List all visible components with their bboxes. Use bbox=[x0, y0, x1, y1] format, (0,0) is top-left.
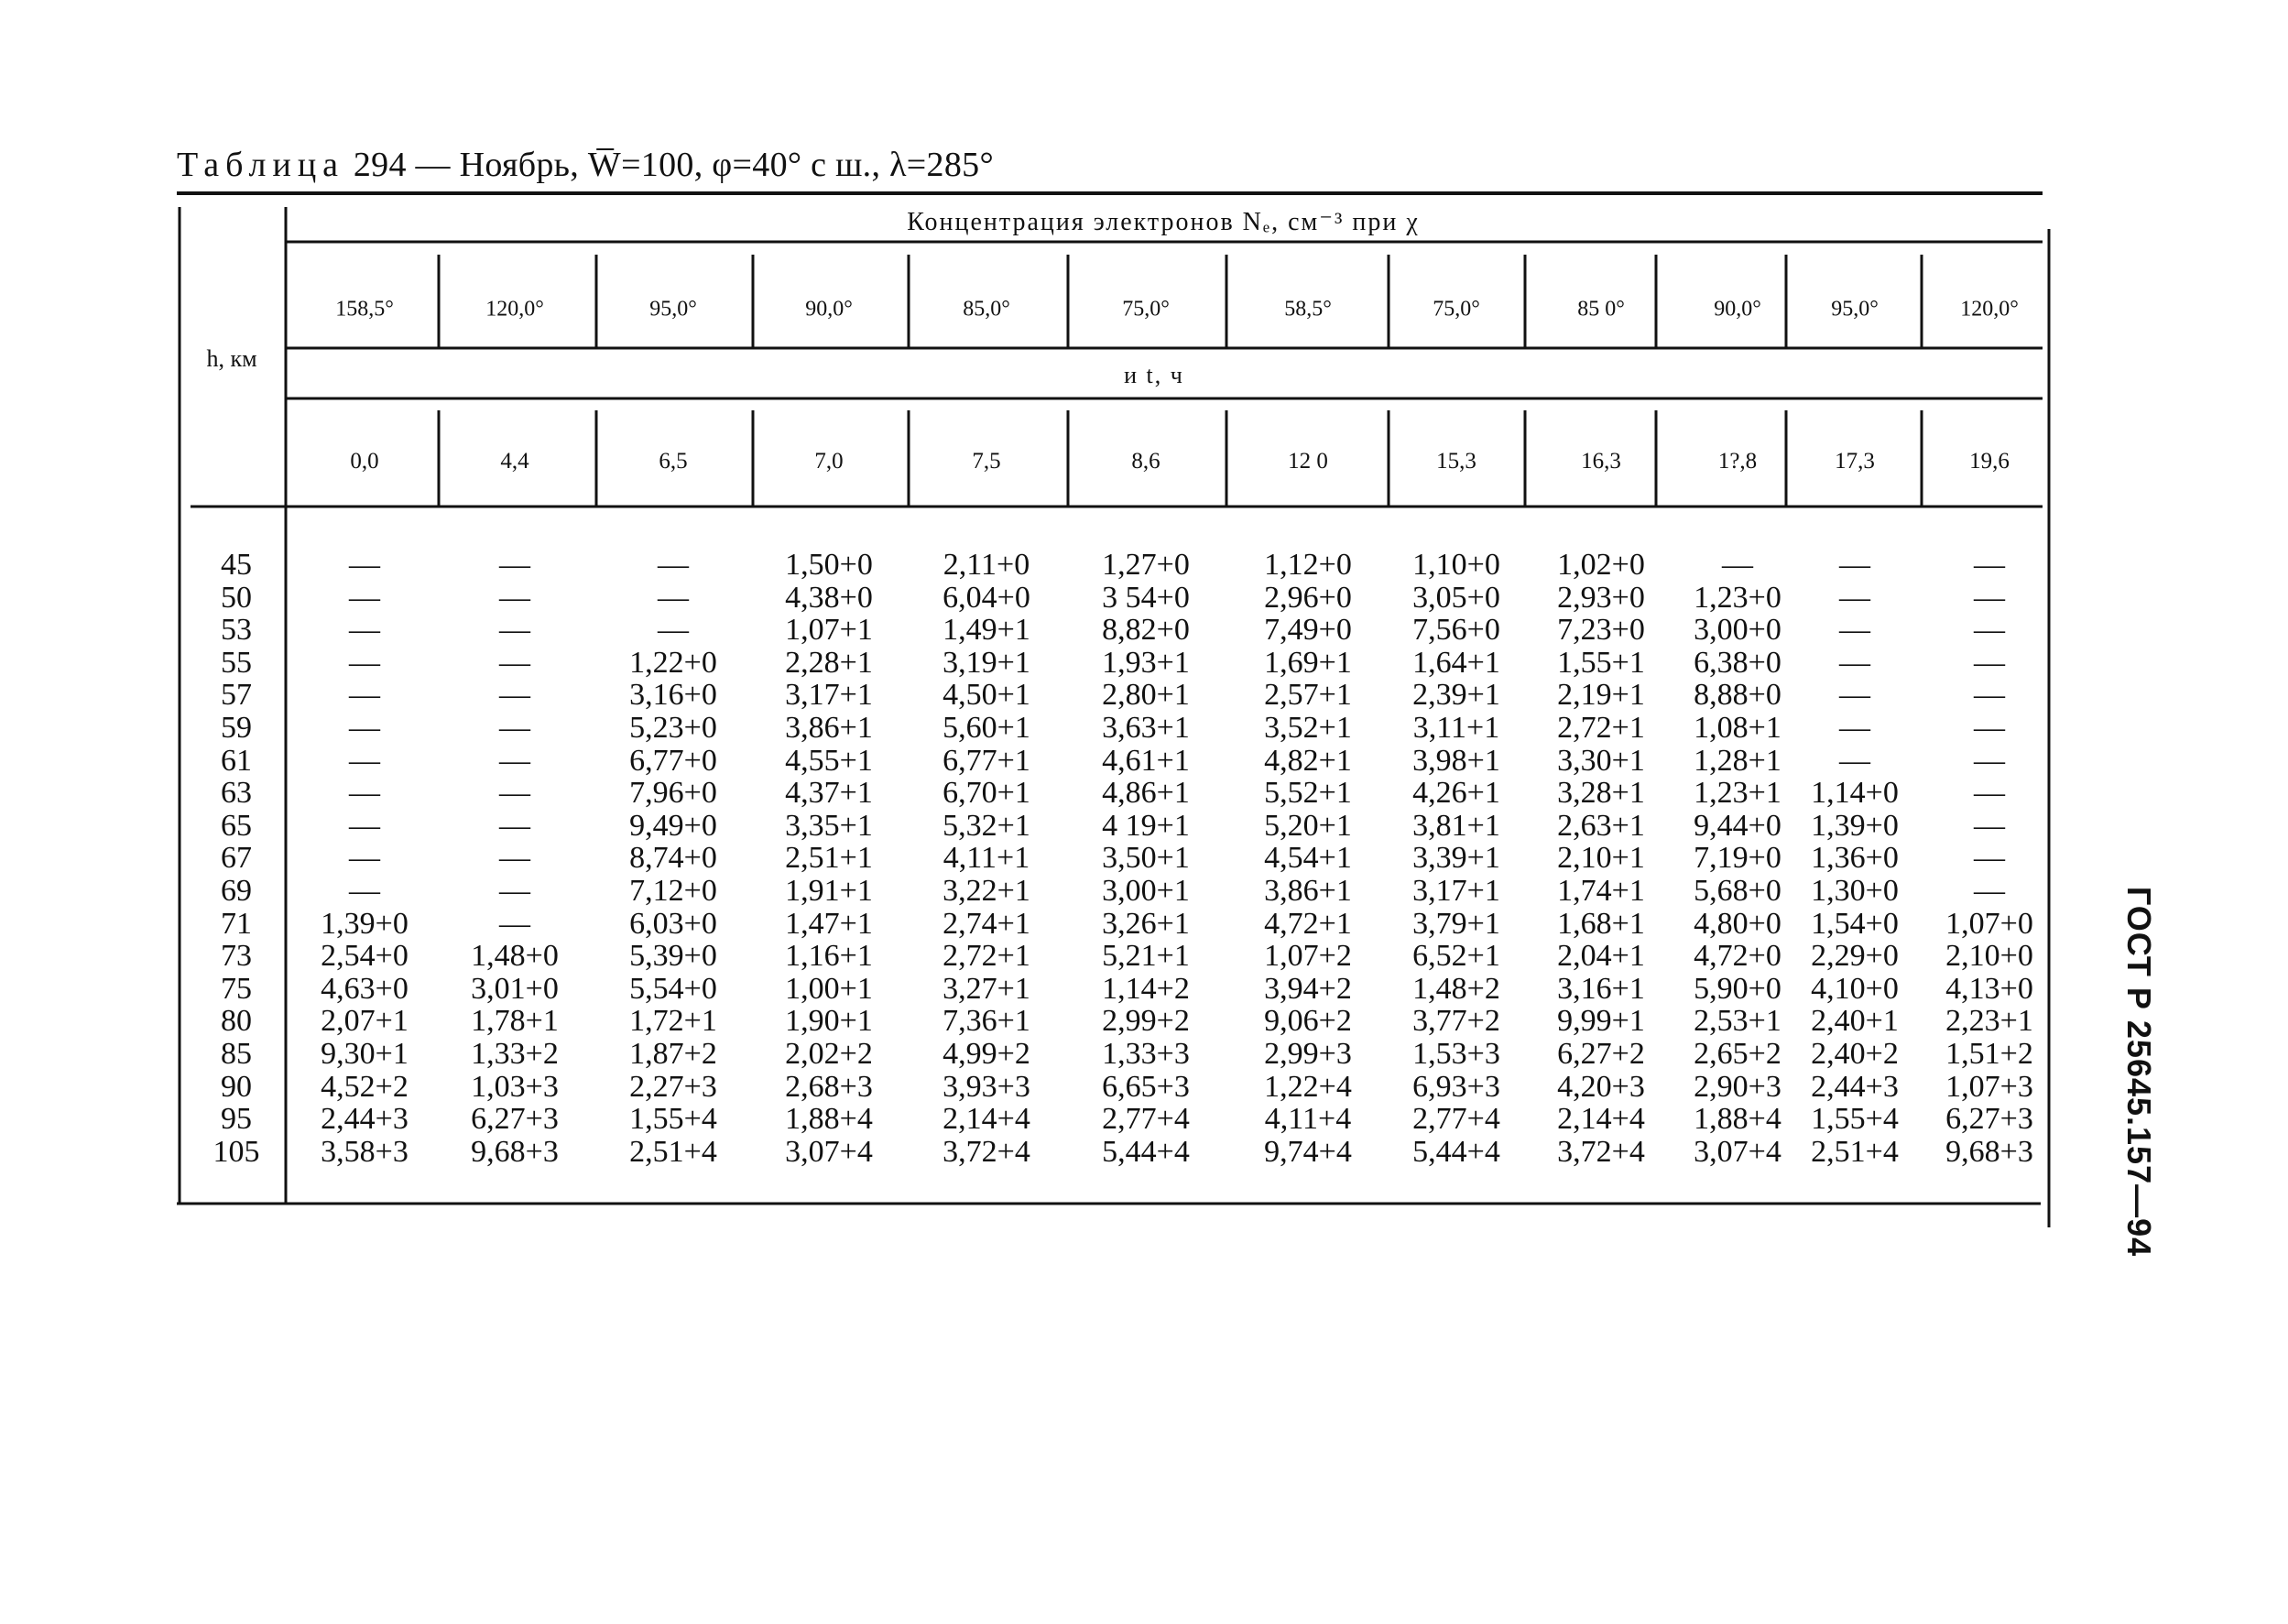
table-cell: 9,68+3 bbox=[471, 1134, 559, 1169]
table-cell: 2,54+0 bbox=[321, 939, 409, 974]
table-cell: 4,52+2 bbox=[321, 1069, 409, 1104]
table-cell: 4,26+1 bbox=[1412, 776, 1500, 811]
table-cell: — bbox=[1839, 613, 1870, 648]
table-cell: 5,20+1 bbox=[1264, 808, 1352, 843]
header-t-cell: 7,0 bbox=[814, 449, 844, 474]
table-cell: 3,81+1 bbox=[1412, 808, 1500, 843]
table-cell: — bbox=[349, 711, 380, 745]
table-cell: 5,39+0 bbox=[629, 939, 717, 974]
table-cell: 6,77+1 bbox=[942, 743, 1030, 778]
table-cell: 1,91+1 bbox=[785, 874, 873, 908]
table-cell: — bbox=[349, 841, 380, 876]
table-cell: 2,72+1 bbox=[1557, 711, 1645, 745]
header-row-label: h, км bbox=[206, 345, 257, 372]
row-height: 59 bbox=[221, 711, 252, 745]
table-cell: — bbox=[499, 580, 530, 615]
table-cell: 2,28+1 bbox=[785, 645, 873, 680]
table-cell: 4,11+1 bbox=[942, 841, 1030, 876]
table-cell: 3,22+1 bbox=[942, 874, 1030, 908]
table-cell: 1,14+2 bbox=[1102, 971, 1190, 1006]
table-cell: — bbox=[499, 808, 530, 843]
table-cell: 1,88+4 bbox=[1694, 1102, 1781, 1137]
table-cell: 5,44+4 bbox=[1102, 1134, 1190, 1169]
table-cell: 1,07+3 bbox=[1945, 1069, 2033, 1104]
header-main: Концентрация электронов Nₑ, см⁻³ при χ bbox=[907, 208, 1420, 236]
row-height: 50 bbox=[221, 580, 252, 615]
table-cell: 1,22+4 bbox=[1264, 1069, 1352, 1104]
table-cell: 2,57+1 bbox=[1264, 678, 1352, 713]
table-cell: 3,17+1 bbox=[1412, 874, 1500, 908]
table-cell: 2,40+1 bbox=[1811, 1004, 1899, 1039]
table-cell: 8,74+0 bbox=[629, 841, 717, 876]
table-cell: 1,90+1 bbox=[785, 1004, 873, 1039]
table-cell: 3 54+0 bbox=[1102, 580, 1190, 615]
table-cell: 5,52+1 bbox=[1264, 776, 1352, 811]
table-cell: 3,19+1 bbox=[942, 645, 1030, 680]
header-t-cell: 0,0 bbox=[350, 449, 379, 474]
table-cell: 1,78+1 bbox=[471, 1004, 559, 1039]
table-cell: — bbox=[349, 776, 380, 811]
table-cell: 8,82+0 bbox=[1102, 613, 1190, 648]
table-cell: 2,40+2 bbox=[1811, 1037, 1899, 1071]
table-cell: — bbox=[499, 645, 530, 680]
table-cell: 1,88+4 bbox=[785, 1102, 873, 1137]
table-cell: 2,02+2 bbox=[785, 1037, 873, 1071]
table-cell: 2,53+1 bbox=[1694, 1004, 1781, 1039]
table-cell: 1,69+1 bbox=[1264, 645, 1352, 680]
table-cell: 1,08+1 bbox=[1694, 711, 1781, 745]
row-height: 53 bbox=[221, 613, 252, 648]
table-cell: 2,90+3 bbox=[1694, 1069, 1781, 1104]
table-cell: 2,51+1 bbox=[785, 841, 873, 876]
table-cell: 1,10+0 bbox=[1412, 548, 1500, 582]
header-sub: и t, ч bbox=[1124, 362, 1184, 388]
table-cell: — bbox=[349, 743, 380, 778]
table-cell: 3,79+1 bbox=[1412, 906, 1500, 941]
document-designation: ГОСТ Р 25645.157—94 bbox=[2120, 886, 2158, 1258]
row-height: 55 bbox=[221, 645, 252, 680]
table-cell: 4,72+1 bbox=[1264, 906, 1352, 941]
table-cell: 3,93+3 bbox=[942, 1069, 1030, 1104]
table-cell: 5,68+0 bbox=[1694, 874, 1781, 908]
table-cell: 6,77+0 bbox=[629, 743, 717, 778]
table-cell: — bbox=[349, 645, 380, 680]
table-cell: 5,44+4 bbox=[1412, 1134, 1500, 1169]
row-height: 69 bbox=[221, 874, 252, 908]
table-cell: — bbox=[1974, 743, 2005, 778]
table-cell: — bbox=[1974, 580, 2005, 615]
table-cell: — bbox=[1839, 548, 1870, 582]
table-cell: 6,65+3 bbox=[1102, 1069, 1190, 1104]
table-cell: 2,51+4 bbox=[1811, 1134, 1899, 1169]
header-chi-cell: 58,5° bbox=[1284, 297, 1332, 322]
table-cell: 1,51+2 bbox=[1945, 1037, 2033, 1071]
header-t-cell: 4,4 bbox=[500, 449, 529, 474]
table-cell: 9,99+1 bbox=[1557, 1004, 1645, 1039]
table-cell: 3,86+1 bbox=[785, 711, 873, 745]
table-cell: 2,80+1 bbox=[1102, 678, 1190, 713]
row-height: 73 bbox=[221, 939, 252, 974]
table-cell: 4,11+4 bbox=[1264, 1102, 1352, 1137]
table-cell: 1,07+2 bbox=[1264, 939, 1352, 974]
table-cell: 1,07+1 bbox=[785, 613, 873, 648]
table-cell: 2,27+3 bbox=[629, 1069, 717, 1104]
table-cell: 5,60+1 bbox=[942, 711, 1030, 745]
table-cell: 2,11+0 bbox=[942, 548, 1030, 582]
table-cell: — bbox=[1839, 743, 1870, 778]
header-chi-cell: 90,0° bbox=[805, 297, 853, 322]
table-cell: 2,77+4 bbox=[1102, 1102, 1190, 1137]
table-cell: 7,49+0 bbox=[1264, 613, 1352, 648]
table-cell: 1,07+0 bbox=[1945, 906, 2033, 941]
table-cell: 8,88+0 bbox=[1694, 678, 1781, 713]
table-cell: 2,72+1 bbox=[942, 939, 1030, 974]
table-cell: 1,23+1 bbox=[1694, 776, 1781, 811]
table-cell: 1,55+4 bbox=[629, 1102, 717, 1137]
table-cell: 3,30+1 bbox=[1557, 743, 1645, 778]
header-chi-cell: 75,0° bbox=[1433, 297, 1480, 322]
header-chi-cell: 120,0° bbox=[485, 297, 544, 322]
table-cell: — bbox=[349, 548, 380, 582]
table-cell: — bbox=[499, 874, 530, 908]
table-cell: 3,98+1 bbox=[1412, 743, 1500, 778]
table-cell: 2,44+3 bbox=[1811, 1069, 1899, 1104]
table-cell: 1,87+2 bbox=[629, 1037, 717, 1071]
table-cell: 4,20+3 bbox=[1557, 1069, 1645, 1104]
table-cell: 2,14+4 bbox=[942, 1102, 1030, 1137]
table-cell: — bbox=[1974, 776, 2005, 811]
table-cell: 1,02+0 bbox=[1557, 548, 1645, 582]
table-cell: — bbox=[499, 711, 530, 745]
table-cell: 2,96+0 bbox=[1264, 580, 1352, 615]
table-cell: 7,96+0 bbox=[629, 776, 717, 811]
table-cell: 2,99+2 bbox=[1102, 1004, 1190, 1039]
table-cell: — bbox=[1839, 580, 1870, 615]
table-cell: 7,36+1 bbox=[942, 1004, 1030, 1039]
header-t-cell: 15,3 bbox=[1436, 449, 1476, 474]
table-cell: — bbox=[1974, 711, 2005, 745]
table-cell: 6,03+0 bbox=[629, 906, 717, 941]
table-cell: 3,26+1 bbox=[1102, 906, 1190, 941]
header-t-cell: 6,5 bbox=[659, 449, 688, 474]
header-t-cell: 19,6 bbox=[1969, 449, 2010, 474]
table-cell: — bbox=[1839, 678, 1870, 713]
table-cell: 3,86+1 bbox=[1264, 874, 1352, 908]
table-cell: 2,10+0 bbox=[1945, 939, 2033, 974]
table-cell: 3,00+0 bbox=[1694, 613, 1781, 648]
table-cell: 1,72+1 bbox=[629, 1004, 717, 1039]
table-cell: 4,54+1 bbox=[1264, 841, 1352, 876]
table-cell: 4,72+0 bbox=[1694, 939, 1781, 974]
header-chi-cell: 75,0° bbox=[1122, 297, 1170, 322]
table-cell: — bbox=[1974, 613, 2005, 648]
table-cell: 2,51+4 bbox=[629, 1134, 717, 1169]
row-height: 71 bbox=[221, 906, 252, 941]
row-height: 67 bbox=[221, 841, 252, 876]
table-cell: 5,21+1 bbox=[1102, 939, 1190, 974]
table-cell: 4,13+0 bbox=[1945, 971, 2033, 1006]
table-cell: — bbox=[1722, 548, 1753, 582]
row-height: 95 bbox=[221, 1102, 252, 1137]
table-cell: — bbox=[1974, 645, 2005, 680]
table-cell: 2,14+4 bbox=[1557, 1102, 1645, 1137]
row-height: 75 bbox=[221, 971, 252, 1006]
table-cell: — bbox=[1974, 841, 2005, 876]
table-cell: 1,55+1 bbox=[1557, 645, 1645, 680]
table-cell: — bbox=[1974, 808, 2005, 843]
table-cell: — bbox=[658, 580, 689, 615]
table-cell: — bbox=[1839, 711, 1870, 745]
table-cell: 4,50+1 bbox=[942, 678, 1030, 713]
header-t-cell: 16,3 bbox=[1581, 449, 1621, 474]
table-cell: 2,10+1 bbox=[1557, 841, 1645, 876]
table-cell: 1,00+1 bbox=[785, 971, 873, 1006]
table-cell: — bbox=[499, 678, 530, 713]
header-chi-cell: 85 0° bbox=[1577, 297, 1625, 322]
row-height: 80 bbox=[221, 1004, 252, 1039]
table-cell: 1,23+0 bbox=[1694, 580, 1781, 615]
table-cell: 7,56+0 bbox=[1412, 613, 1500, 648]
table-cell: 1,39+0 bbox=[1811, 808, 1899, 843]
table-cell: 4 19+1 bbox=[1102, 808, 1190, 843]
table-cell: — bbox=[349, 613, 380, 648]
table-cell: 2,07+1 bbox=[321, 1004, 409, 1039]
table-cell: 1,54+0 bbox=[1811, 906, 1899, 941]
table-cell: 1,93+1 bbox=[1102, 645, 1190, 680]
table-cell: — bbox=[349, 808, 380, 843]
table-title-prefix: Таблица bbox=[177, 146, 345, 184]
row-height: 45 bbox=[221, 548, 252, 582]
table-cell: 2,29+0 bbox=[1811, 939, 1899, 974]
table-cell: 2,44+3 bbox=[321, 1102, 409, 1137]
header-chi-cell: 120,0° bbox=[1960, 297, 2019, 322]
table-cell: 4,82+1 bbox=[1264, 743, 1352, 778]
table-cell: 1,74+1 bbox=[1557, 874, 1645, 908]
header-t-cell: 7,5 bbox=[972, 449, 1001, 474]
table-cell: 6,27+3 bbox=[471, 1102, 559, 1137]
table-cell: 4,10+0 bbox=[1811, 971, 1899, 1006]
table-cell: 4,37+1 bbox=[785, 776, 873, 811]
row-height: 57 bbox=[221, 678, 252, 713]
header-t-cell: 1?,8 bbox=[1717, 449, 1758, 474]
table-cell: 2,99+3 bbox=[1264, 1037, 1352, 1071]
table-cell: 7,19+0 bbox=[1694, 841, 1781, 876]
row-height: 105 bbox=[212, 1134, 260, 1169]
table-cell: 1,64+1 bbox=[1412, 645, 1500, 680]
table-cell: — bbox=[499, 613, 530, 648]
table-cell: 7,23+0 bbox=[1557, 613, 1645, 648]
table-cell: 3,50+1 bbox=[1102, 841, 1190, 876]
table-cell: 4,99+2 bbox=[942, 1037, 1030, 1071]
table-cell: 1,47+1 bbox=[785, 906, 873, 941]
table-cell: 1,39+0 bbox=[321, 906, 409, 941]
table-cell: 6,52+1 bbox=[1412, 939, 1500, 974]
table-cell: 6,04+0 bbox=[942, 580, 1030, 615]
header-chi-cell: 85,0° bbox=[963, 297, 1010, 322]
table-cell: — bbox=[499, 841, 530, 876]
table-cell: 1,03+3 bbox=[471, 1069, 559, 1104]
table-cell: 3,39+1 bbox=[1412, 841, 1500, 876]
table-cell: — bbox=[349, 580, 380, 615]
table-cell: 3,05+0 bbox=[1412, 580, 1500, 615]
table-cell: 1,48+0 bbox=[471, 939, 559, 974]
header-t-cell: 8,6 bbox=[1131, 449, 1160, 474]
table-cell: — bbox=[499, 776, 530, 811]
table-cell: 1,53+3 bbox=[1412, 1037, 1500, 1071]
table-cell: 7,12+0 bbox=[629, 874, 717, 908]
table-cell: 3,58+3 bbox=[321, 1134, 409, 1169]
table-cell: — bbox=[1974, 678, 2005, 713]
table-cell: 3,27+1 bbox=[942, 971, 1030, 1006]
table-cell: — bbox=[658, 613, 689, 648]
header-t-cell: 12 0 bbox=[1288, 449, 1328, 474]
table-cell: 1,28+1 bbox=[1694, 743, 1781, 778]
table-cell: 3,28+1 bbox=[1557, 776, 1645, 811]
table-cell: 5,90+0 bbox=[1694, 971, 1781, 1006]
table-cell: 2,39+1 bbox=[1412, 678, 1500, 713]
table-cell: 1,33+2 bbox=[471, 1037, 559, 1071]
header-chi-cell: 158,5° bbox=[335, 297, 394, 322]
table-title-text: 294 — Ноябрь, W̅=100, φ=40° с ш., λ=285° bbox=[353, 146, 994, 184]
table-cell: — bbox=[499, 906, 530, 941]
table-cell: 4,61+1 bbox=[1102, 743, 1190, 778]
table-cell: 2,77+4 bbox=[1412, 1102, 1500, 1137]
table-cell: 1,49+1 bbox=[942, 613, 1030, 648]
table-cell: 4,80+0 bbox=[1694, 906, 1781, 941]
table-cell: 3,01+0 bbox=[471, 971, 559, 1006]
table-cell: 6,38+0 bbox=[1694, 645, 1781, 680]
table-cell: 3,52+1 bbox=[1264, 711, 1352, 745]
table-cell: 1,33+3 bbox=[1102, 1037, 1190, 1071]
table-cell: 1,30+0 bbox=[1811, 874, 1899, 908]
table-cell: 6,27+3 bbox=[1945, 1102, 2033, 1137]
table-cell: 5,23+0 bbox=[629, 711, 717, 745]
header-chi-cell: 90,0° bbox=[1714, 297, 1761, 322]
table-cell: 1,12+0 bbox=[1264, 548, 1352, 582]
table-cell: — bbox=[1839, 645, 1870, 680]
table-cell: 6,27+2 bbox=[1557, 1037, 1645, 1071]
row-height: 61 bbox=[221, 743, 252, 778]
table-cell: 2,04+1 bbox=[1557, 939, 1645, 974]
table-cell: 9,74+4 bbox=[1264, 1134, 1352, 1169]
table-cell: 1,27+0 bbox=[1102, 548, 1190, 582]
header-chi-cell: 95,0° bbox=[649, 297, 697, 322]
table-cell: 3,63+1 bbox=[1102, 711, 1190, 745]
table-cell: 2,65+2 bbox=[1694, 1037, 1781, 1071]
table-cell: 6,70+1 bbox=[942, 776, 1030, 811]
table-cell: 2,74+1 bbox=[942, 906, 1030, 941]
table-cell: — bbox=[499, 743, 530, 778]
table-cell: 3,16+1 bbox=[1557, 971, 1645, 1006]
table-cell: 1,55+4 bbox=[1811, 1102, 1899, 1137]
table-cell: 1,36+0 bbox=[1811, 841, 1899, 876]
table-cell: 2,63+1 bbox=[1557, 808, 1645, 843]
table-cell: 1,48+2 bbox=[1412, 971, 1500, 1006]
table-cell: 4,38+0 bbox=[785, 580, 873, 615]
row-height: 65 bbox=[221, 808, 252, 843]
table-cell: 1,68+1 bbox=[1557, 906, 1645, 941]
table-cell: 3,16+0 bbox=[629, 678, 717, 713]
table-cell: 4,86+1 bbox=[1102, 776, 1190, 811]
table-cell: 1,22+0 bbox=[629, 645, 717, 680]
table-cell: 3,72+4 bbox=[1557, 1134, 1645, 1169]
table-cell: 3,94+2 bbox=[1264, 971, 1352, 1006]
table-title bbox=[177, 145, 994, 185]
header-chi-cell: 95,0° bbox=[1831, 297, 1879, 322]
table-cell: 3,35+1 bbox=[785, 808, 873, 843]
table-cell: 5,54+0 bbox=[629, 971, 717, 1006]
table-cell: 3,77+2 bbox=[1412, 1004, 1500, 1039]
table-cell: 9,68+3 bbox=[1945, 1134, 2033, 1169]
table-cell: 9,44+0 bbox=[1694, 808, 1781, 843]
table-cell: 5,32+1 bbox=[942, 808, 1030, 843]
row-height: 85 bbox=[221, 1037, 252, 1071]
table-cell: 1,50+0 bbox=[785, 548, 873, 582]
table-cell: 4,63+0 bbox=[321, 971, 409, 1006]
table-cell: 3,07+4 bbox=[785, 1134, 873, 1169]
row-height: 63 bbox=[221, 776, 252, 811]
table-cell: 3,07+4 bbox=[1694, 1134, 1781, 1169]
table-cell: 2,19+1 bbox=[1557, 678, 1645, 713]
table-cell: — bbox=[349, 874, 380, 908]
table-cell: 9,49+0 bbox=[629, 808, 717, 843]
table-cell: — bbox=[658, 548, 689, 582]
table-cell: 4,55+1 bbox=[785, 743, 873, 778]
table-cell: 1,16+1 bbox=[785, 939, 873, 974]
table-cell: — bbox=[1974, 548, 2005, 582]
table-cell: 3,17+1 bbox=[785, 678, 873, 713]
table-cell: — bbox=[1974, 874, 2005, 908]
table-cell: 9,30+1 bbox=[321, 1037, 409, 1071]
table-cell: 1,14+0 bbox=[1811, 776, 1899, 811]
table-cell: 9,06+2 bbox=[1264, 1004, 1352, 1039]
table-cell: — bbox=[499, 548, 530, 582]
table-cell: 2,68+3 bbox=[785, 1069, 873, 1104]
table-cell: — bbox=[349, 678, 380, 713]
table-cell: 3,11+1 bbox=[1412, 711, 1500, 745]
table-cell: 2,93+0 bbox=[1557, 580, 1645, 615]
header-t-cell: 17,3 bbox=[1835, 449, 1875, 474]
table-cell: 6,93+3 bbox=[1412, 1069, 1500, 1104]
table-cell: 2,23+1 bbox=[1945, 1004, 2033, 1039]
row-height: 90 bbox=[221, 1069, 252, 1104]
table-cell: 3,72+4 bbox=[942, 1134, 1030, 1169]
table-cell: 3,00+1 bbox=[1102, 874, 1190, 908]
